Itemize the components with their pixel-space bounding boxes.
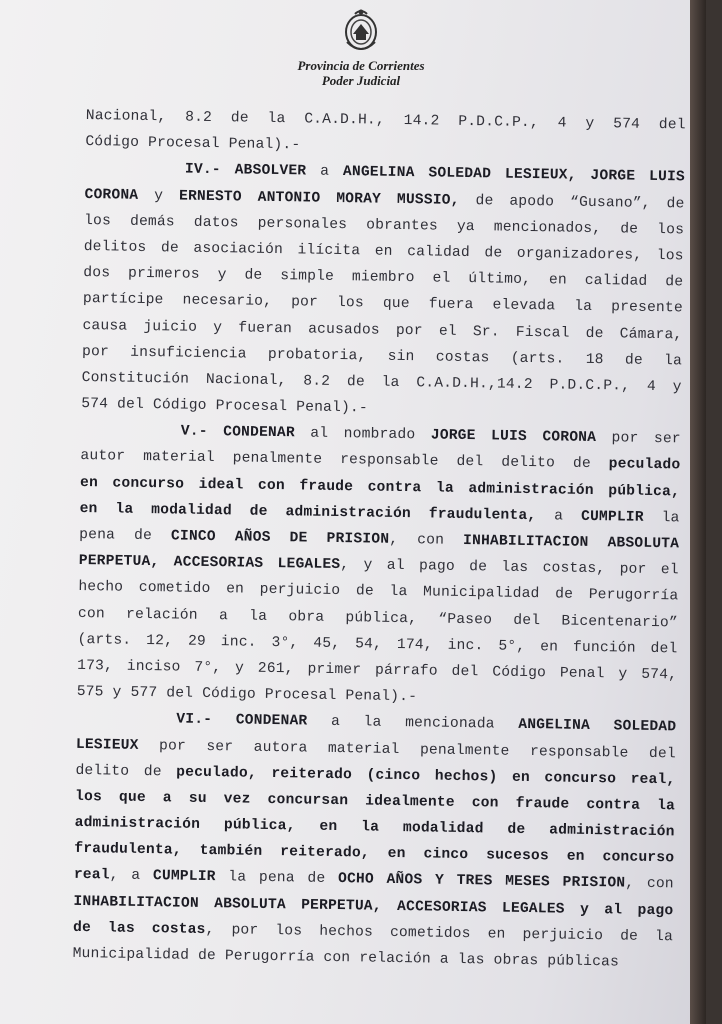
text-segment: de apodo “Gusano”, de — [459, 192, 685, 212]
text-segment: Constitución Nacional, 8.2 de la C.A.D.H.,14.2 P.D.C.P., 4 y — [81, 369, 682, 396]
bold-text: OCHO AÑOS Y TRES MESES PRISION — [337, 871, 626, 893]
text-segment: causa juicio y fueran acusados por el Sr. Fiscal de Cámara, — [82, 317, 683, 343]
bold-text: en la modalidad de administración fraudulenta, — [79, 500, 537, 524]
text-segment: la pena de — [215, 869, 339, 888]
province-name: Provincia de Corrientes — [297, 58, 425, 73]
text-segment: , a — [109, 867, 154, 885]
text-segment: delito de — [75, 762, 177, 781]
bold-text: administración pública, en la modalidad de administración — [74, 814, 675, 841]
text-segment: pena de — [79, 526, 172, 545]
text-segment: y — [138, 187, 180, 205]
text-segment: delitos de asociación ilícita en calidad de organizadores, los — [83, 238, 684, 265]
text-segment: , por los hechos cometidos en perjuicio de la — [205, 921, 674, 946]
bold-text: CINCO AÑOS DE PRISION — [170, 528, 390, 548]
bold-text: los que a su vez concursan idealmente con fraude contra la — [74, 788, 676, 815]
bold-text: ERNESTO ANTONIO MORAY MUSSIO, — [178, 188, 460, 209]
bold-text: V.- CONDENAR — [180, 423, 295, 442]
text-segment: , con — [389, 531, 464, 549]
text-segment: partícipe necesario, por los que fuera elevada la presente — [82, 291, 683, 317]
paragraph-vi — [72, 705, 676, 976]
text-segment: los demás datos personales obrantes ya mencionados, de los — [84, 212, 685, 239]
text-segment: a la mencionada — [307, 713, 519, 734]
text-segment: 575 y 577 del Código Procesal Penal).- — [76, 684, 418, 706]
text-segment: por ser autora material penalmente responsable del — [138, 737, 676, 762]
text-segment: , con — [625, 876, 674, 893]
text-segment: , y al pago de las costas, por el — [340, 557, 679, 579]
bold-text: en concurso ideal con fraude contra la administración pública, — [79, 474, 681, 501]
court-name: Poder Judicial — [321, 73, 401, 88]
text-segment: autor material penalmente responsable del delito de — [80, 448, 609, 473]
bold-text: ANGELINA SOLEDAD LESIEUX, JORGE LUIS — [342, 164, 686, 186]
bold-text: PERPETUA, ACCESORIAS LEGALES — [78, 553, 341, 574]
document-body — [72, 103, 686, 977]
bold-text: INHABILITACION ABSOLUTA PERPETUA, ACCESORIAS LEGALES y al pago — [73, 893, 674, 919]
paragraph-v — [77, 417, 681, 714]
bold-text: IV.- ABSOLVER — [184, 161, 307, 180]
bold-text: peculado — [608, 456, 681, 474]
text-segment: (arts. 12, 29 inc. 3°, 45, 54, 174, inc. 5°, en función del — [77, 631, 678, 658]
bold-text: fraudulenta, también reiterado, en cinco sucesos en concurso — [74, 841, 675, 867]
letterhead — [0, 4, 706, 88]
text-segment: a — [536, 507, 582, 525]
paragraph-iv — [81, 155, 685, 426]
text-segment: Código Procesal Penal).- — [85, 134, 301, 154]
text-segment: 173, inciso 7°, y 261, primer párrafo del Código Penal y 574, — [77, 657, 678, 684]
bold-text: de las costas — [72, 919, 206, 938]
text-segment: 574 del Código Procesal Penal).- — [81, 396, 369, 417]
text-segment: por insuficiencia probatoria, sin costas (arts. 18 de la — [81, 343, 683, 370]
text-segment: con relación a la obra pública, “Paseo del Bicentenario” — [77, 605, 679, 631]
text-segment: Nacional, 8.2 de la C.A.D.H., 14.2 P.D.C.P., 4 y 574 del — [85, 107, 686, 134]
bold-text: LESIEUX — [75, 736, 139, 754]
bold-text: JORGE LUIS CORONA — [430, 427, 597, 447]
text-segment: por ser — [595, 430, 681, 448]
text-segment: al nombrado — [294, 425, 431, 444]
bold-text: real — [73, 867, 110, 884]
provincial-seal-icon — [339, 4, 383, 58]
bold-text: CUMPLIR — [152, 868, 216, 886]
bold-text: CORONA — [84, 186, 139, 204]
bold-text: INHABILITACION ABSOLUTA — [462, 532, 680, 553]
text-segment: dos primeros y de simple miembro el último, en calidad de — [83, 265, 684, 291]
bold-text: ANGELINA SOLEDAD — [518, 717, 677, 736]
paragraph-cont — [85, 103, 686, 165]
text-segment: hecho cometido en perjuicio de la Municipalidad de Perugorría — [78, 579, 679, 605]
text-segment: la — [643, 509, 680, 527]
bold-text: VI.- CONDENAR — [176, 711, 308, 730]
page-edge-shadow — [690, 0, 706, 1024]
bold-text: peculado, reiterado (cinco hechos) en concurso real, — [176, 764, 676, 789]
text-segment: Municipalidad de Perugorría con relación a las obras públicas — [72, 945, 620, 971]
bold-text: CUMPLIR — [580, 508, 644, 526]
text-segment: a — [306, 163, 344, 181]
